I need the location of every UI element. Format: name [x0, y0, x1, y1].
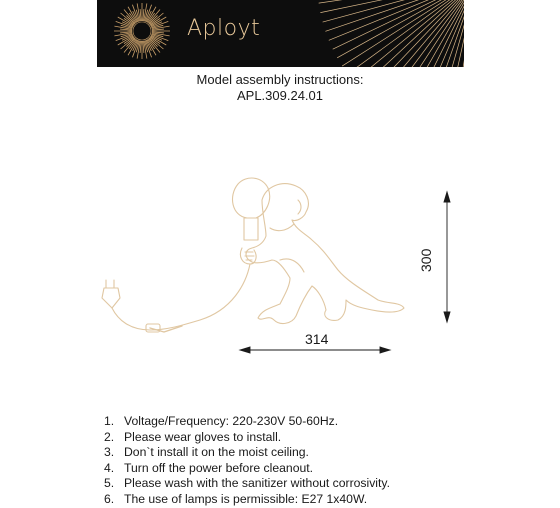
cable: [112, 264, 250, 330]
width-dimension: 314: [305, 331, 329, 347]
list-item: 3. Don`t install it on the moist ceiling.: [104, 445, 309, 460]
lamp-drawing: [0, 160, 560, 360]
list-item: 6. The use of lamps is permissible: E27 1x40W.: [104, 491, 368, 506]
list-item: 2. Please wear gloves to install.: [104, 429, 282, 444]
list-item: 1. Voltage/Frequency: 220-230V 50-60Hz.: [104, 414, 339, 428]
doc-title: Model assembly instructions:: [196, 72, 364, 87]
list-item: 5. Please wash with the sanitizer without corrosivity.: [104, 476, 390, 491]
plug: [102, 288, 120, 308]
socket-outline: [244, 218, 258, 240]
height-dimension: 300: [418, 248, 434, 272]
model-number: APL.309.24.01: [236, 88, 324, 103]
monkey-outline: [246, 184, 404, 324]
sunburst-decoration: [97, 0, 464, 67]
brand-logo: Aployt: [187, 16, 261, 41]
instructions-list: [104, 414, 390, 508]
bulb-outline: [232, 178, 269, 218]
brand-banner: [97, 0, 464, 67]
list-item: 4. Turn off the power before cleanout.: [104, 460, 314, 475]
